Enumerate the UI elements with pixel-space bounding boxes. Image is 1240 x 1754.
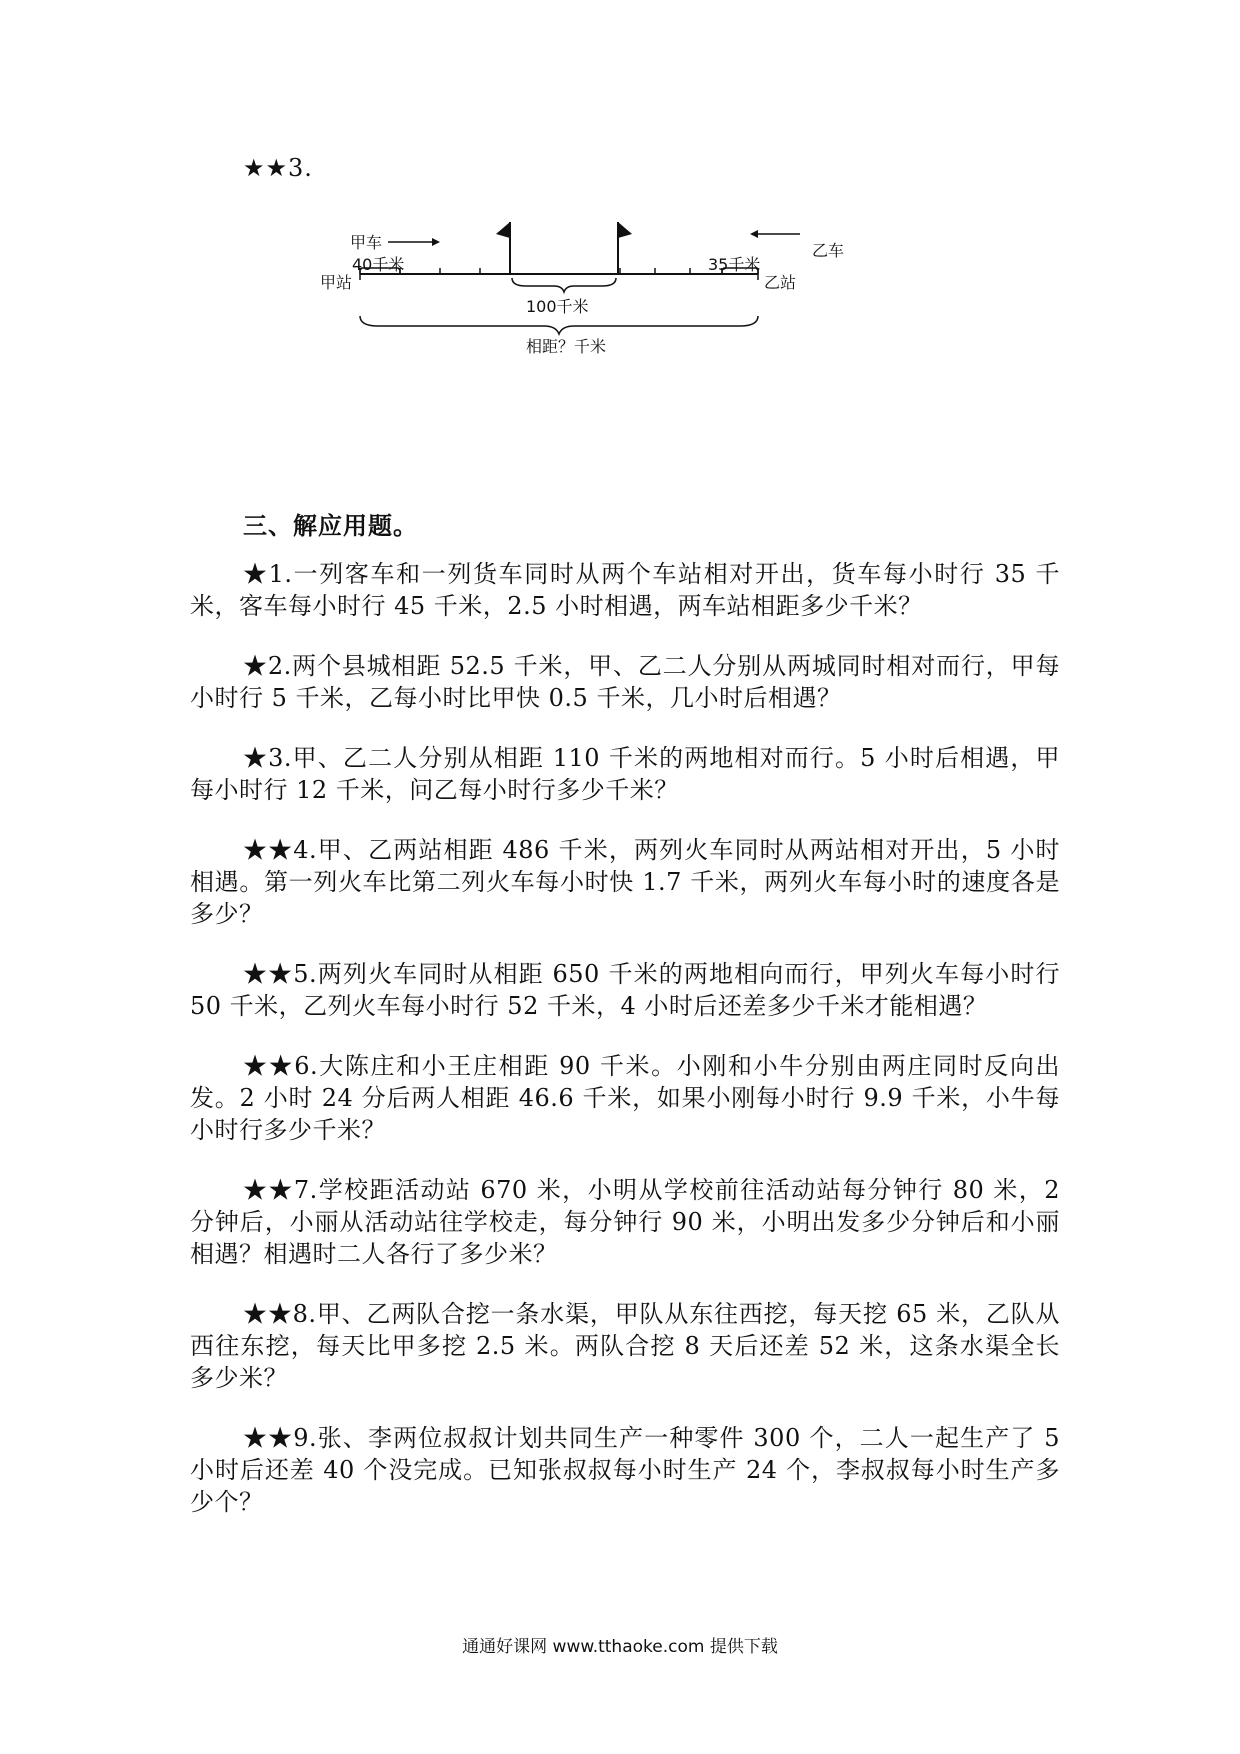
problem-3: ★3.甲、乙二人分别从相距 110 千米的两地相对而行。5 小时后相遇，甲每小时行 12 千米，问乙每小时行多少千米？ [190, 744, 1060, 804]
problem-2: ★2.两个县城相距 52.5 千米，甲、乙二人分别从两城同时相对而行，甲每小时行 5 千米，乙每小时比甲快 0.5 千米，几小时后相遇？ [190, 652, 1060, 712]
station-b-label: 乙站 [764, 273, 797, 292]
flag-right-icon [618, 222, 632, 238]
meeting-diagram [320, 220, 930, 410]
problem-5: ★★5.两列火车同时从相距 650 千米的两地相向而行，甲列火车每小时行 50 千米，乙列火车每小时行 52 千米，4 小时后还差多少千米才能相遇？ [190, 960, 1060, 1020]
total-brace [360, 316, 758, 334]
speed-b-label: 35千米 [708, 255, 761, 274]
problem-8: ★★8.甲、乙两队合挖一条水渠，甲队从东往西挖，每天挖 65 米，乙队从西往东挖，每天比甲多挖 2.5 米。两队合挖 8 天后还差 52 米，这条水渠全长多少米？ [190, 1300, 1060, 1392]
footer-source: 通通好课网 www.tthaoke.com 提供下载 [462, 1637, 778, 1657]
problem-6: ★★6.大陈庄和小王庄相距 90 千米。小刚和小牛分别由两庄同时反向出发。2 小时 24 分后两人相距 46.6 千米，如果小刚每小时行 9.9 千米，小牛每小时行多少千米？ [190, 1052, 1060, 1144]
gap-label: 100千米 [526, 297, 589, 316]
total-label: 相距？千米 [526, 337, 607, 356]
problem-9: ★★9.张、李两位叔叔计划共同生产一种零件 300 个，二人一起生产了 5 小时后还差 40 个没完成。已知张叔叔每小时生产 24 个，李叔叔每小时生产多少个？ [190, 1424, 1060, 1516]
speed-a-label: 40千米 [352, 255, 405, 274]
flag-left-icon [496, 222, 510, 238]
problem-4: ★★4.甲、乙两站相距 486 千米，两列火车同时从两站相对开出，5 小时相遇。第一列火车比第二列火车每小时快 1.7 千米，两列火车每小时的速度各是多少？ [190, 836, 1060, 928]
car-a-label: 甲车 [350, 233, 383, 252]
diagram-problem-label: ★★3. [243, 154, 313, 182]
gap-brace [512, 278, 616, 292]
problem-1: ★1.一列客车和一列货车同时从两个车站相对开出，货车每小时行 35 千米，客车每小时行 45 千米，2.5 小时相遇，两车站相距多少千米？ [190, 560, 1060, 620]
car-a-arrowhead [432, 238, 440, 246]
car-b-arrowhead [750, 230, 758, 238]
car-b-label: 乙车 [812, 241, 845, 260]
section-heading: 三、解应用题。 [243, 511, 418, 540]
station-a-label: 甲站 [320, 273, 353, 292]
problem-7: ★★7.学校距活动站 670 米，小明从学校前往活动站每分钟行 80 米，2 分钟后，小丽从活动站往学校走，每分钟行 90 米，小明出发多少分钟后和小丽相遇？相遇时二人各行了多少米？ [190, 1176, 1060, 1268]
